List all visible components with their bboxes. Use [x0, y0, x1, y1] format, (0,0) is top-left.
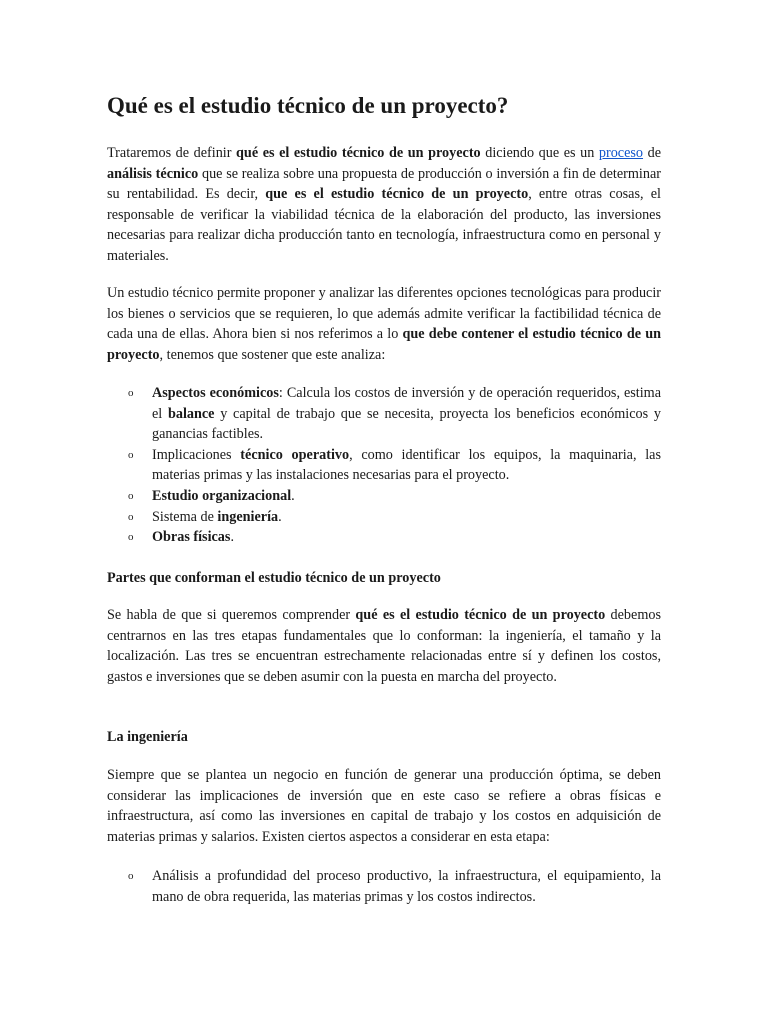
- intro-text-4: que se realiza sobre una propuesta de producción o inversión a fin de determinar su rentabilidad. Es decir,: [107, 165, 661, 203]
- aspects-list: [107, 383, 661, 548]
- para2-bold-1: que debe contener el estudio técnico de un proyecto: [107, 326, 661, 363]
- bullet-marker: o: [128, 531, 134, 544]
- list-item: [107, 527, 661, 548]
- list-item-bold-2: balance: [167, 405, 215, 422]
- list-item-bold: Estudio organizacional: [152, 487, 292, 504]
- para3-text-2: debemos centrarnos en las tres etapas fundamentales que lo conforman: la ingeniería, el tamaño y la localización. Las tres se encuentran estrechamente relacionadas entre sí y definen los costos, gastos e inversiones que se deben asumir con la puesta en marcha del proyecto.: [107, 607, 661, 685]
- list-item-bold: Aspectos económicos: [152, 385, 279, 401]
- list-item-text: , como identificar los equipos, la maquinaria, las materias primas y las instalaciones necesarias para el proyecto.: [152, 446, 661, 484]
- list-item: [107, 486, 661, 507]
- para2-text-1: Un estudio técnico permite proponer y analizar las diferentes opciones tecnológicas para producir los bienes o servicios que se requieren, lo que además admite verificar la factibilidad técnica de cada una de ellas. Ahora bien si nos referimos a lo: [107, 285, 661, 343]
- intro-bold-2: análisis técnico: [107, 165, 199, 182]
- section-heading-ingenieria: La ingeniería: [107, 729, 188, 745]
- intro-text-5: , entre otras cosas, el responsable de verificar la viabilidad técnica de la elaboración del producto, las inversiones necesarias para realizar dicha producción tanto en tecnología, infraestructura como en personal y materiales.: [107, 186, 661, 264]
- analysis-paragraph: [107, 283, 661, 365]
- list-item-text: .: [278, 508, 282, 525]
- ingenieria-paragraph: Siempre que se plantea un negocio en función de generar una producción óptima, se deben considerar las implicaciones de inversión que en este caso se refiere a obras físicas e infraestructura, así como las inversiones en capital de trabajo y los costos en adquisición de materias primas y salarios. Existen ciertos aspectos a considerar en esta etapa:: [107, 767, 661, 845]
- list-item-bold: ingeniería: [217, 508, 279, 525]
- list-item-bold: técnico operativo: [240, 446, 350, 463]
- list-item-text: .: [291, 487, 295, 504]
- bullet-marker: o: [128, 489, 134, 502]
- list-item: [107, 383, 661, 445]
- list-item-pre: Implicaciones: [152, 446, 241, 463]
- list-item: [107, 507, 661, 528]
- list-item-pre: Sistema de: [152, 508, 218, 525]
- page-title: Qué es el estudio técnico de un proyecto?: [107, 93, 509, 118]
- list-item-text: : Calcula los costos de inversión y de operación requeridos, estima el: [152, 385, 662, 422]
- list-item-text: Análisis a profundidad del proceso productivo, la infraestructura, el equipamiento, la mano de obra requerida, las materias primas y los costos indirectos.: [152, 868, 661, 905]
- section-heading-parts: Partes que conforman el estudio técnico de un proyecto: [107, 570, 441, 586]
- bullet-marker: o: [128, 448, 134, 461]
- para3-bold-1: qué es el estudio técnico de un proyecto: [355, 607, 606, 623]
- intro-paragraph: [107, 143, 661, 267]
- list-item-text: .: [230, 529, 234, 546]
- intro-text-1: Trataremos de definir: [107, 145, 237, 161]
- proceso-link[interactable]: proceso: [598, 145, 644, 161]
- parts-paragraph: [107, 605, 661, 687]
- list-item: [107, 445, 661, 486]
- para2-text-2: , tenemos que sostener que este analiza:: [159, 346, 386, 363]
- bullet-marker: o: [128, 387, 134, 399]
- list-item-text-2: y capital de trabajo que se necesita, proyecta los beneficios económicos y ganancias factibles.: [152, 405, 661, 443]
- para3-text-1: Se habla de que si queremos comprender: [107, 607, 356, 623]
- ingenieria-list: [107, 866, 661, 907]
- list-item: [107, 866, 661, 907]
- intro-bold-1: qué es el estudio técnico de un proyecto: [236, 145, 481, 161]
- bullet-marker: o: [128, 870, 134, 882]
- bullet-marker: o: [128, 510, 134, 523]
- intro-text-3: de: [643, 145, 661, 161]
- intro-bold-3: que es el estudio técnico de un proyecto: [265, 186, 529, 203]
- list-item-bold: Obras físicas: [152, 529, 231, 546]
- intro-text-2: diciendo que es un: [480, 145, 599, 161]
